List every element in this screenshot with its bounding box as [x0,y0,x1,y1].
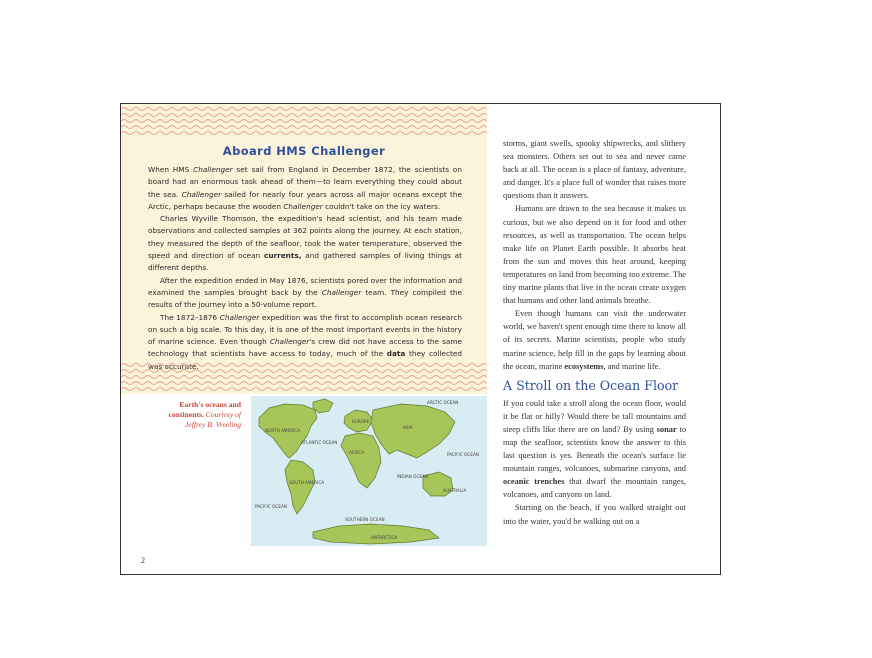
label-southern: SOUTHERN OCEAN [345,517,385,522]
wave-line [121,382,487,385]
label-africa: AFRICA [349,450,365,455]
italic-term: Challenger [193,165,233,174]
text-run: and gathered samples of living things at different depths. [148,251,462,273]
text-run: sailed for nearly four years across all major oceans except the Arctic, perhaps because the wooden [148,189,462,211]
text-run: If you could take a stroll along the ocean floor, would it be flat or hilly? Would there be tall mountains and steep cliffs like there are on land? By using [503,398,686,434]
body-paragraph [503,202,686,307]
body-paragraph [503,397,686,502]
sidebar-paragraph [148,275,462,312]
section-heading: A Stroll on the Ocean Floor [503,377,679,393]
text-run: Charles Wyville Thomson, the expedition's head scientist, and his team made observations and collected samples at 362 points along the journey. At each station, they measured the depth of the seafloor, took the water temperature, observed the speed and direction of ocean [148,214,462,261]
bold-term: currents, [264,251,302,261]
map-caption [151,400,241,430]
label-pacific-east: PACIFIC OCEAN [447,452,479,457]
caption-credit: Courtesy of Jeffrey B. Vreeling [184,410,241,429]
bold-term: ecosystems [564,361,604,371]
label-australia: AUSTRALIA [443,488,467,493]
text-run: set sail from England in December 1872, the scientists on board had an enormous task ahead of them—to learn everything they could about the sea. [148,165,462,199]
wave-line [121,132,487,135]
label-asia: ASIA [403,425,413,430]
sidebar-paragraph [148,164,462,213]
wave-line [121,376,487,379]
text-run: Even though humans can visit the underwater world, we haven't spent enough time there to know all of its secrets. Marine scientists, people who study marine science, help fill in the gaps by learning about the ocean, marine [503,309,686,371]
caption-bold: Earth's oceans and continents. [168,400,241,419]
label-atlantic: ATLANTIC OCEAN [301,440,338,445]
book-page [120,103,721,575]
italic-term: Challenger [219,312,260,322]
italic-term: Challenger [283,201,323,211]
text-run: After the expedition ended in May 1876, scientists pored over the information and examined the samples brought back by the [148,275,462,297]
wave-line [121,364,487,367]
text-run: The 1872–1876 [160,312,220,322]
text-run: Humans are drawn to the sea because it makes us curious, but we also depend on it for food and other resources, as well as transportation. The ocean helps make life on Planet Earth possible. It absorbs heat from the sun and moves this heat around, keeping temperatures on land from becoming too extreme. The tiny marine plants that live in the ocean create oxygen that humans and other land animals breathe. [503,204,686,306]
text-run: When HMS [148,165,194,174]
italic-term: Challenger [269,337,310,347]
wave-line [121,114,487,117]
label-south-america: SOUTH AMERICA [289,480,325,485]
body-paragraph [503,307,686,372]
label-north-america: NORTH AMERICA [265,428,301,433]
right-column [503,137,686,528]
sidebar-paragraph [148,213,462,274]
body-paragraph [503,137,686,202]
label-arctic: ARCTIC OCEAN [427,400,459,405]
italic-term: Challenger [321,287,362,297]
wave-border-top [121,104,487,138]
label-pacific-west: PACIFIC OCEAN [255,504,287,509]
bold-term: sonar [656,424,677,434]
text-run: storms, giant swells, spooky shipwrecks, and slithery sea monsters. Others set out to sea and never came back at all. The ocean is a place of fantasy, adventure, and danger. It's a place full of wonder that raises more questions than it answers. [503,139,686,201]
wave-border-bottom [121,360,487,394]
text-run: 's crew did not have access to the same technology that scientists have access to today, much of the [148,337,462,359]
text-run: couldn't take on the icy waters. [322,201,441,211]
label-indian: INDIAN OCEAN [397,474,429,479]
wave-line [121,388,487,391]
text-run: that dwarf the mountain ranges, volcanoes, and canyons on land. [503,477,686,500]
sidebar-text [148,164,462,373]
label-antarctica: ANTARCTICA [371,535,398,540]
challenger-sidebar [121,104,487,394]
wave-line [121,120,487,123]
wave-line [121,370,487,373]
wave-line [121,108,487,111]
text-run: team. They compiled the results of the journey into a 50-volume report. [148,287,462,310]
italic-term: Challenger [181,189,222,199]
bold-term: data [386,349,406,359]
page-number: 2 [141,556,145,565]
text-run: Starting on the beach, if you walked straight out into the water, you'd be walking out on a [503,503,686,526]
wave-line [121,126,487,129]
world-map [251,396,487,546]
text-run: to map the seafloor, scientists know the answer to this last question is yes. Beneath the ocean's surface lie mountain ranges, volcanoes, submarine canyons, and [503,424,687,474]
bold-term: oceanic trenches [503,477,565,487]
text-run: expedition was the first to accomplish ocean research on such a big scale. To this day, it is one of the most important events in the history of marine science. Even though [148,312,462,347]
sidebar-title: Aboard HMS Challenger [222,144,386,158]
text-run: they collected was accurate. [148,349,462,371]
body-paragraph [503,501,686,527]
text-run: , and marine life. [603,361,661,371]
label-europe: EUROPE [352,419,370,424]
